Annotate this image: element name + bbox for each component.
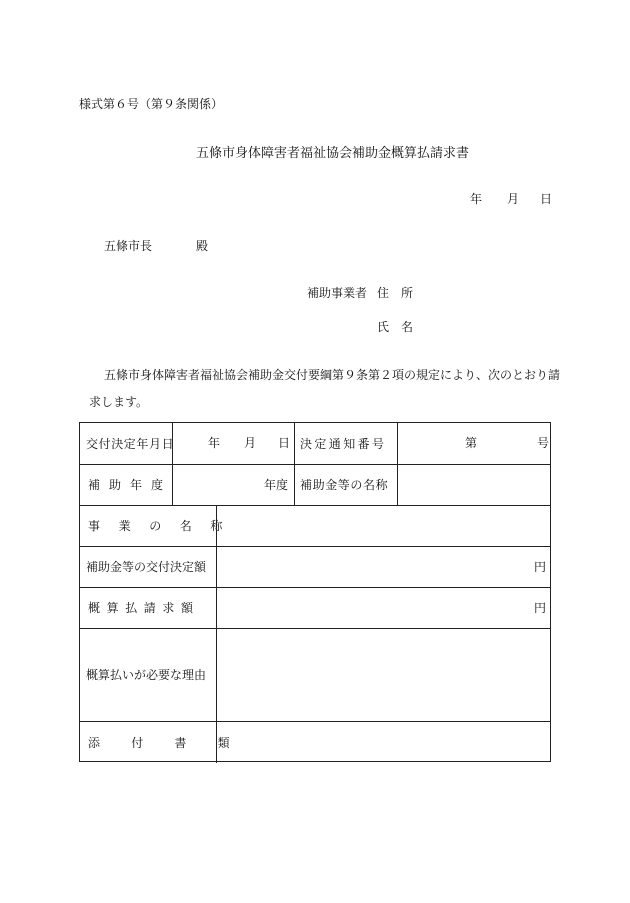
fiscal-year-label-text: 補助年度 [88, 478, 173, 492]
addressee-name: 五條市長 [104, 239, 153, 253]
form-number: 様式第６号（第９条関係） [79, 97, 224, 111]
request-amount-value[interactable] [216, 587, 552, 628]
fiscal-year-label [80, 464, 172, 505]
notice-prefix: 第 [465, 436, 478, 450]
project-name-value[interactable] [216, 505, 552, 546]
address-label: 住 所 [377, 286, 414, 300]
request-form-table [79, 422, 551, 762]
date-day: 日 [540, 192, 553, 206]
decision-amount-value[interactable] [216, 546, 552, 587]
name-label: 氏 名 [377, 320, 414, 334]
reason-value[interactable] [216, 628, 552, 721]
decision-date-label-text: 交付決定年月日 [86, 437, 175, 451]
attachments-label-text: 添付書類 [88, 735, 261, 750]
attachments-label [80, 721, 261, 763]
subsidy-name-label-text: 補助金等の名称 [300, 478, 389, 492]
notice-number-value[interactable] [397, 423, 552, 464]
decision-amount-label-text: 補助金等の交付決定額 [86, 560, 207, 574]
addressee-honorific: 殿 [196, 239, 209, 253]
date-year: 年 [470, 192, 483, 206]
applicant-label: 補助事業者 [307, 286, 368, 300]
request-amount-unit: 円 [533, 601, 546, 615]
decision-month-unit: 月 [244, 436, 257, 450]
body-line-1: 五條市身体障害者福祉協会補助金交付要綱第９条第２項の規定により、次のとおり請 [104, 368, 561, 382]
notice-number-label [294, 423, 397, 464]
reason-label-text: 概算払いが必要な理由 [86, 668, 207, 682]
decision-year-unit: 年 [208, 436, 221, 450]
fiscal-year-unit: 年度 [263, 478, 288, 492]
notice-number-label-text: 決定通知番号 [300, 437, 387, 451]
subsidy-name-label [294, 464, 397, 505]
subsidy-name-value[interactable] [397, 464, 552, 505]
decision-day-unit: 日 [278, 436, 291, 450]
request-amount-label-text: 概算払請求額 [88, 601, 200, 615]
page-title: 五條市身体障害者福祉協会補助金概算払請求書 [196, 146, 470, 161]
attachments-value[interactable] [216, 721, 552, 763]
request-amount-label [80, 587, 216, 628]
decision-date-value[interactable] [172, 423, 294, 464]
project-name-label [80, 505, 242, 546]
decision-date-label [80, 423, 175, 464]
fiscal-year-value[interactable] [172, 464, 294, 505]
notice-suffix: 号 [537, 436, 550, 450]
date-month: 月 [507, 192, 520, 206]
decision-amount-label [80, 546, 216, 587]
project-name-label-text: 事業の名称 [88, 519, 242, 533]
reason-label [80, 628, 216, 721]
decision-amount-unit: 円 [533, 560, 546, 574]
body-line-2: 求します。 [89, 395, 149, 409]
